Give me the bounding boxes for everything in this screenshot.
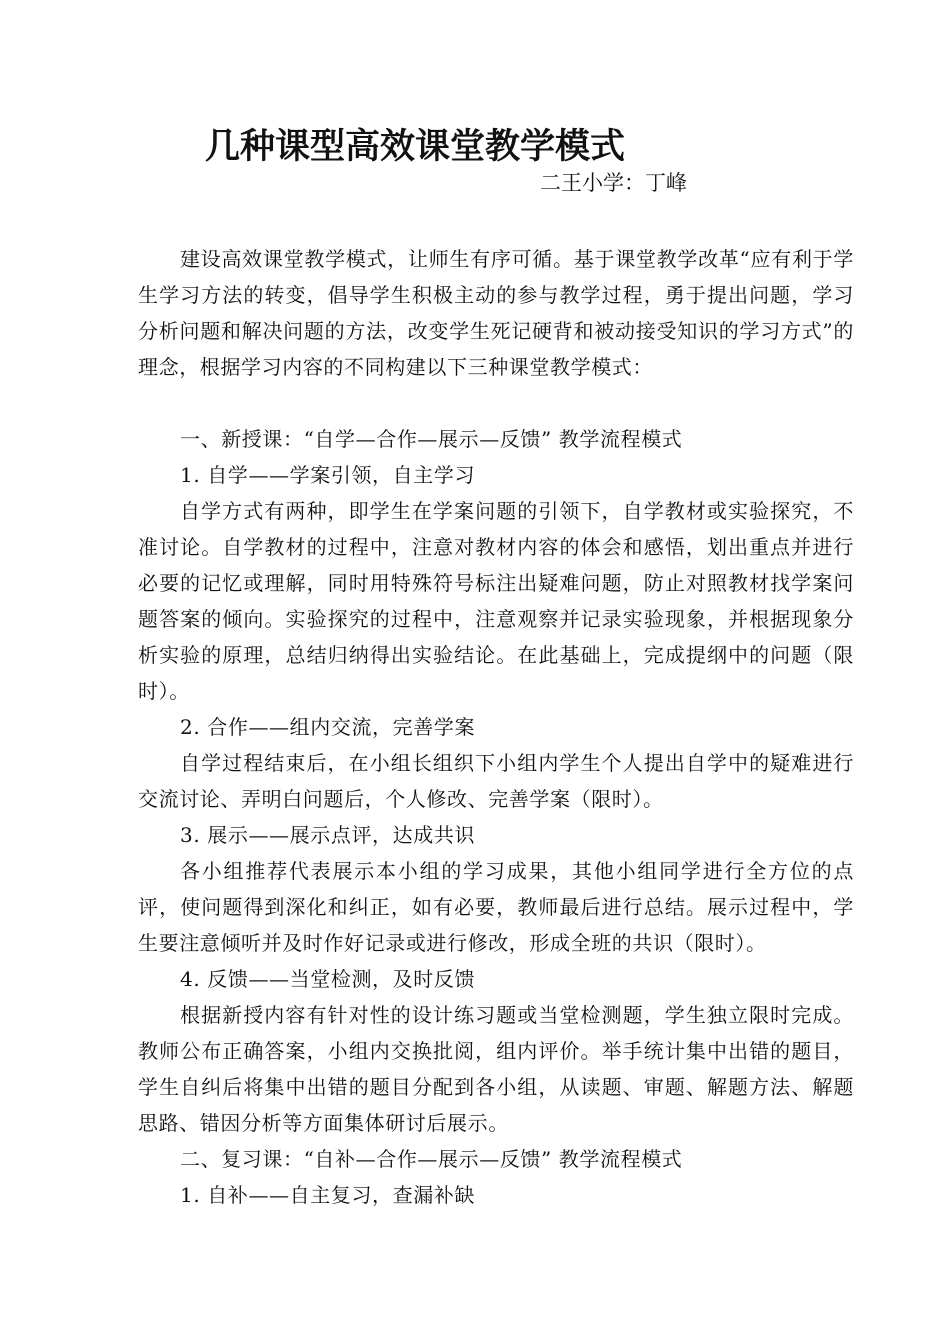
section-2-step-1-heading: 1. 自补——自主复习，查漏补缺	[180, 1183, 476, 1207]
section-1-step-4-heading: 4. 反馈——当堂检测，及时反馈	[180, 967, 476, 991]
intro-paragraph: 建设高效课堂教学模式，让师生有序可循。基于课堂教学改革“应有利于学生学习方法的转变，倡导学生积极主动的参与教学过程，勇于提出问题，学习分析问题和解决问题的方法，改变学生死记硬背和被动接受知识的学习方式”的理念，根据学习内容的不同构建以下三种课堂教学模式：	[138, 247, 854, 379]
section-1-step-1-heading: 1. 自学——学案引领，自主学习	[180, 463, 476, 487]
section-1-step-3-heading: 3. 展示——展示点评，达成共识	[180, 823, 476, 847]
section-2-heading: 二、复习课：“自补—合作—展示—反馈” 教学流程模式	[180, 1147, 683, 1171]
document-title: 几种课型高效课堂教学模式	[205, 126, 626, 167]
section-1-heading: 一、新授课：“自学—合作—展示—反馈” 教学流程模式	[180, 427, 683, 451]
section-1-step-1-text: 自学方式有两种，即学生在学案问题的引领下，自学教材或实验探究，不准讨论。自学教材的过程中，注意对教材内容的体会和感悟，划出重点并进行必要的记忆或理解，同时用特殊符号标注出疑难问题，防止对照教材找学案问题答案的倾向。实验探究的过程中，注意观察并记录实验现象，并根据现象分析实验的原理，总结归纳得出实验结论。在此基础上，完成提纲中的问题（限时）。	[138, 499, 854, 703]
section-1-step-2-text: 自学过程结束后，在小组长组织下小组内学生个人提出自学中的疑难进行交流讨论、弄明白问题后，个人修改、完善学案（限时）。	[138, 751, 854, 811]
author-line: 二王小学：丁峰	[540, 171, 687, 195]
section-1-step-3-text: 各小组推荐代表展示本小组的学习成果，其他小组同学进行全方位的点评，使问题得到深化和纠正，如有必要，教师最后进行总结。展示过程中，学生要注意倾听并及时作好记录或进行修改，形成全班的共识（限时）。	[138, 859, 854, 955]
section-1-step-4-text: 根据新授内容有针对性的设计练习题或当堂检测题，学生独立限时完成。教师公布正确答案，小组内交换批阅，组内评价。举手统计集中出错的题目，学生自纠后将集中出错的题目分配到各小组，从读题、审题、解题方法、解题思路、错因分析等方面集体研讨后展示。	[138, 1003, 854, 1135]
document-body	[138, 241, 854, 1213]
section-1-step-2-heading: 2. 合作——组内交流，完善学案	[180, 715, 476, 739]
